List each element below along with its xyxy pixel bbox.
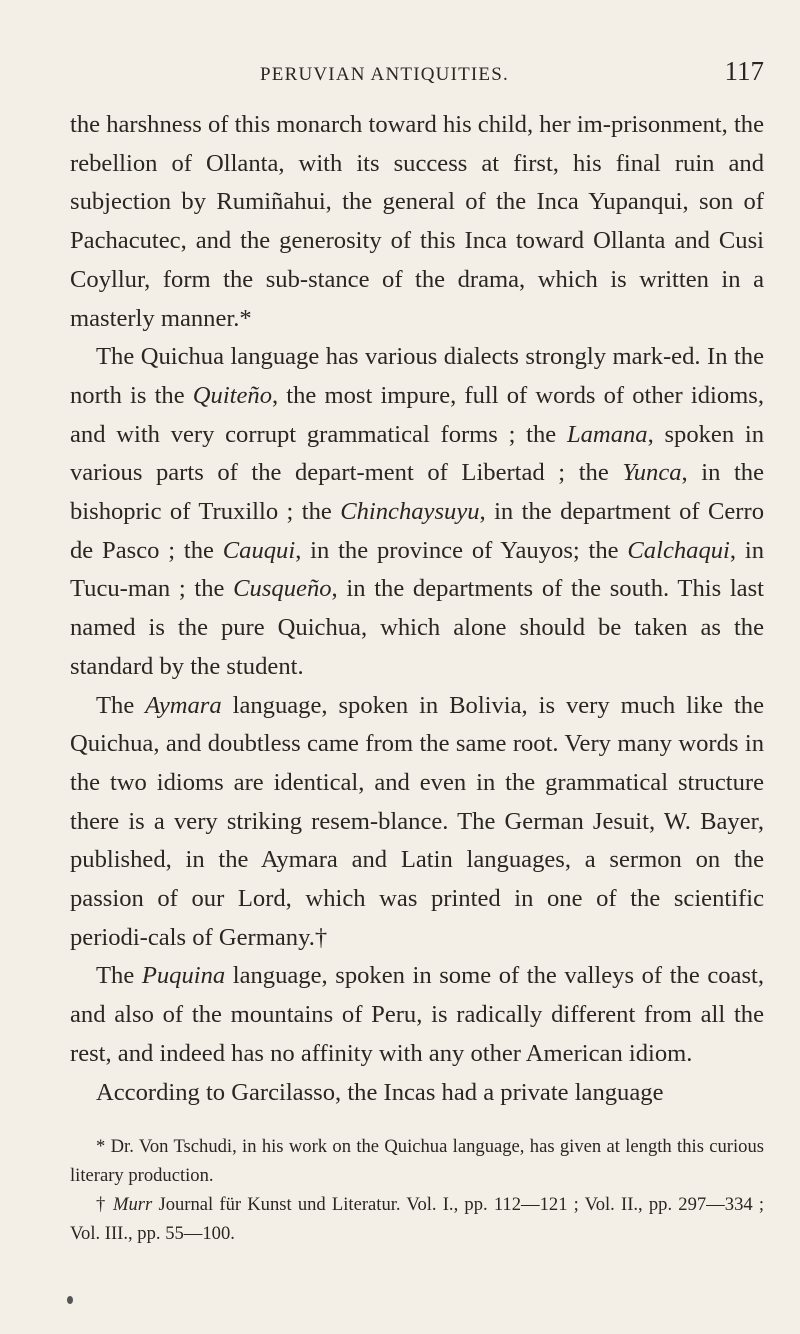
text-run: , in the departments of the south. This last named is the pure Quichua, which alone should be taken as the standard by the student. bbox=[70, 575, 764, 680]
text-run: , in Tucu-man ; the bbox=[70, 536, 764, 603]
text-run: the harshness of this monarch toward his child, her im-prisonment, the rebellion of Ollanta, with its success at first, his final ruin and subjection by Rumiñahui, the general of the Inca Yupanqui, son of Pachacutec, and the generosity of this Inca toward Ollanta and Cusi Coyllur, form the sub-stance of the drama, which is written in a masterly manner.* bbox=[70, 111, 764, 332]
text-run: * Dr. Von Tschudi, in his work on the Quichua language, has given at length this curious literary production. bbox=[70, 1136, 764, 1187]
italic-term: Yunca bbox=[622, 459, 682, 487]
text-run: , in the department of Cerro de Pasco ; the bbox=[70, 498, 764, 564]
italic-term: Quiteño bbox=[192, 381, 273, 409]
text-run: Journal für Kunst und Literatur. Vol. I., pp. 112—121 ; Vol. II., pp. 297—334 ; Vol. III., pp. 55—100. bbox=[70, 1194, 765, 1245]
running-header bbox=[70, 56, 764, 106]
footnote bbox=[70, 1190, 764, 1248]
ink-speck bbox=[67, 1296, 73, 1304]
italic-term: Puquina bbox=[141, 962, 226, 990]
italic-term: Cauqui bbox=[222, 536, 296, 564]
paragraph bbox=[70, 957, 764, 1073]
text-run: , in the province of Yauyos; the bbox=[295, 536, 628, 564]
page-number: 117 bbox=[724, 56, 764, 86]
text-run: , spoken in various parts of the depart-ment of Libertad ; the bbox=[70, 420, 765, 487]
text-run: The Quichua language has various dialects strongly mark-ed. In the north is the bbox=[70, 343, 764, 409]
text-run: According to Garcilasso, the Incas had a private language bbox=[96, 1078, 664, 1106]
body-text bbox=[70, 106, 764, 1112]
text-run: , in the bishopric of Truxillo ; the bbox=[70, 459, 765, 526]
paragraph bbox=[70, 106, 764, 338]
text-run: , the most impure, full of words of other idioms, and with very corrupt grammatical forms ; the bbox=[70, 381, 764, 448]
footnote bbox=[70, 1132, 764, 1190]
footnotes bbox=[70, 1132, 764, 1248]
paragraph bbox=[70, 1074, 764, 1113]
italic-term: Chinchaysuyu bbox=[340, 498, 480, 526]
text-run: language, spoken in some of the valleys of the coast, and also of the mountains of Peru, is radically different from all the rest, and indeed has no affinity with any other American idiom. bbox=[70, 962, 765, 1067]
text-run: The bbox=[96, 962, 142, 990]
text-run: † bbox=[96, 1194, 114, 1216]
text-run: language, spoken in Bolivia, is very much like the Quichua, and doubtless came from the same root. Very many words in the two idioms are identical, and even in the grammatical structure there is a very striking resem-blance. The German Jesuit, W. Bayer, published, in the Aymara and Latin languages, a sermon on the passion of our Lord, which was printed in one of the scientific periodi-cals of Germany.† bbox=[70, 691, 764, 951]
italic-term: Cusqueño bbox=[233, 575, 332, 603]
italic-term: Murr bbox=[113, 1194, 153, 1216]
paragraph bbox=[70, 338, 764, 686]
italic-term: Calchaqui bbox=[627, 536, 730, 564]
paragraph bbox=[70, 687, 764, 958]
text-run: The bbox=[96, 691, 146, 719]
running-title: PERUVIAN ANTIQUITIES. bbox=[260, 64, 509, 85]
italic-term: Lamana bbox=[566, 420, 648, 448]
italic-term: Aymara bbox=[145, 691, 222, 719]
